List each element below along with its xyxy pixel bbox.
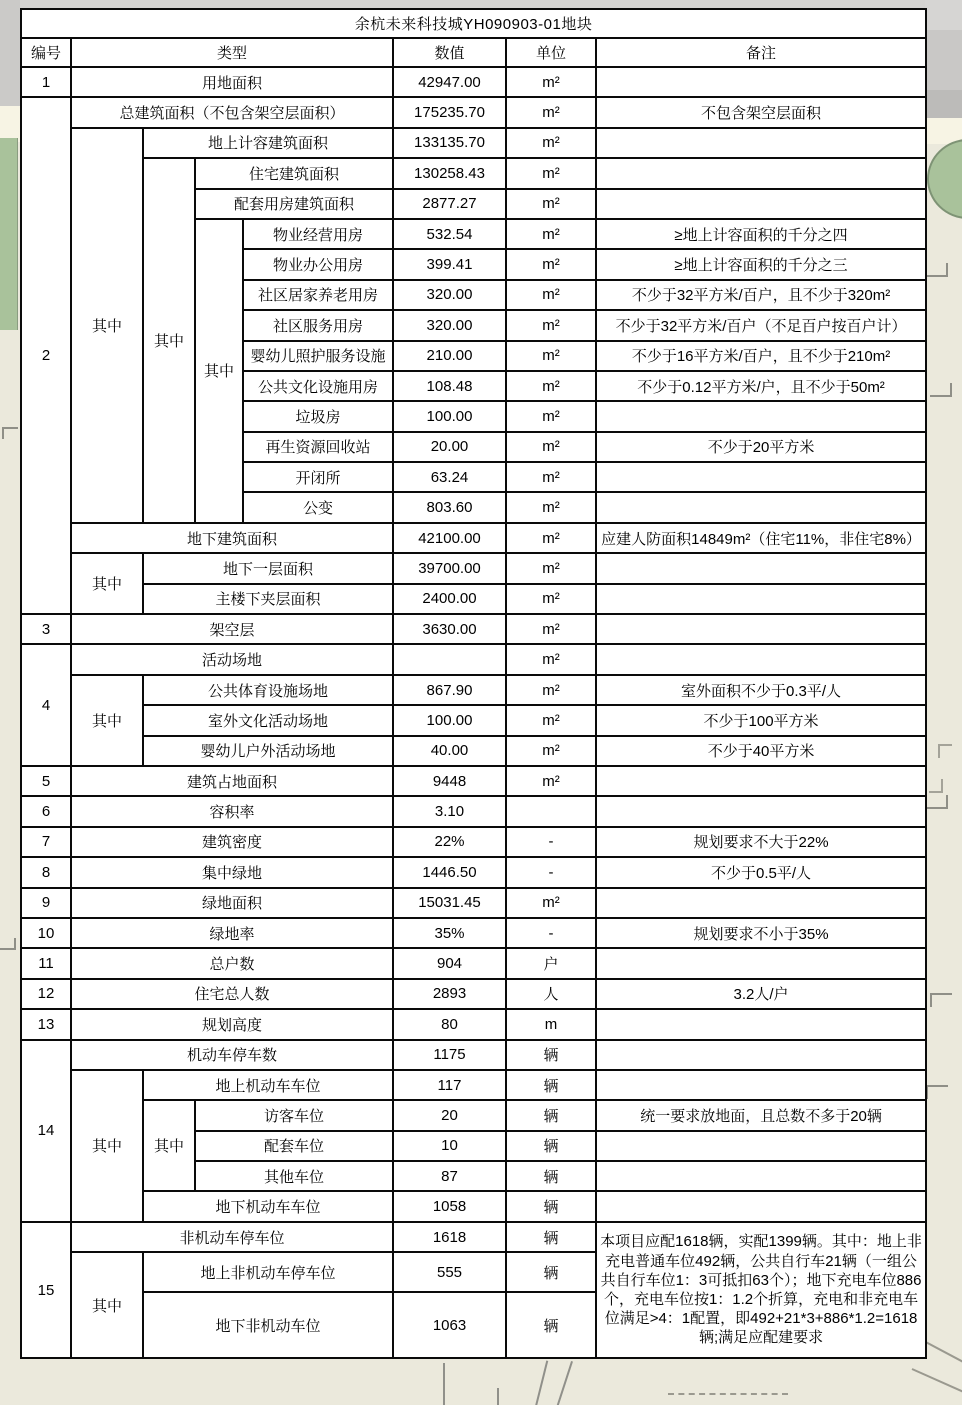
map-step-line — [930, 993, 952, 1007]
map-step-line — [2, 427, 18, 439]
cell-label: 物业办公用房 — [243, 249, 393, 279]
row-land-area — [21, 67, 926, 97]
cell-remark: ≥地上计容面积的千分之四 — [596, 219, 926, 249]
cell-remark: 不少于32平方米/百户（不足百户按百户计） — [596, 310, 926, 340]
cell-label: 公变 — [243, 492, 393, 522]
cell-label: 访客车位 — [195, 1100, 393, 1130]
cell-unit: 辆 — [506, 1161, 596, 1191]
cell-remark — [596, 401, 926, 431]
row-stilt-floor — [21, 614, 926, 644]
row-far — [21, 796, 926, 826]
cell-value: 210.00 — [393, 341, 506, 371]
cell-value: 1063 — [393, 1292, 506, 1358]
cell-label: 住宅总人数 — [71, 979, 393, 1009]
cell-value: 100.00 — [393, 705, 506, 735]
map-step-line — [926, 1085, 948, 1099]
cell-no: 8 — [21, 857, 71, 887]
cell-unit: m² — [506, 371, 596, 401]
cell-unit: m² — [506, 492, 596, 522]
cell-remark — [596, 584, 926, 614]
cell-label: 地下非机动车位 — [143, 1292, 393, 1358]
cell-remark — [596, 1009, 926, 1039]
map-parcel-left — [0, 106, 20, 142]
cell-subgroup: 其中 — [195, 219, 243, 523]
cell-label: 活动场地 — [71, 644, 393, 674]
cell-unit: 辆 — [506, 1131, 596, 1161]
cell-unit: m² — [506, 310, 596, 340]
cell-value: 117 — [393, 1070, 506, 1100]
row-total-residents — [21, 979, 926, 1009]
cell-remark — [596, 796, 926, 826]
cell-remark — [596, 553, 926, 583]
cell-remark: 不少于0.5平/人 — [596, 857, 926, 887]
cell-value: 9448 — [393, 766, 506, 796]
map-line — [912, 1368, 962, 1405]
map-corner-mark — [929, 779, 943, 793]
cell-remark — [596, 1161, 926, 1191]
map-road-gray-right — [925, 30, 962, 90]
cell-value: 1175 — [393, 1040, 506, 1070]
cell-value: 100.00 — [393, 401, 506, 431]
cell-value: 1058 — [393, 1191, 506, 1221]
cell-value: 87 — [393, 1161, 506, 1191]
cell-no: 12 — [21, 979, 71, 1009]
row-mezzanine-area — [21, 584, 926, 614]
cell-value: 42100.00 — [393, 523, 506, 553]
cell-value: 175235.70 — [393, 97, 506, 127]
cell-unit: m² — [506, 523, 596, 553]
cell-subgroup: 其中 — [71, 128, 143, 523]
cell-label: 社区服务用房 — [243, 310, 393, 340]
cell-remark — [596, 1070, 926, 1100]
cell-unit: m² — [506, 128, 596, 158]
map-top-strip — [0, 0, 962, 8]
cell-value: 320.00 — [393, 280, 506, 310]
map-step-line — [930, 383, 952, 397]
cell-label: 社区居家养老用房 — [243, 280, 393, 310]
cell-value: 532.54 — [393, 219, 506, 249]
cell-unit: m² — [506, 766, 596, 796]
cell-unit: m² — [506, 736, 596, 766]
cell-unit: 辆 — [506, 1100, 596, 1130]
cell-remark: 室外面积不少于0.3平/人 — [596, 675, 926, 705]
cell-label: 配套用房建筑面积 — [195, 189, 393, 219]
cell-value: 20.00 — [393, 432, 506, 462]
cell-no: 3 — [21, 614, 71, 644]
cell-label: 规划高度 — [71, 1009, 393, 1039]
cell-value: 3630.00 — [393, 614, 506, 644]
map-road-gray-left — [0, 0, 20, 106]
col-header-type: 类型 — [71, 38, 393, 67]
cell-value: 904 — [393, 948, 506, 978]
cell-remark: 统一要求放地面，且总数不多于20辆 — [596, 1100, 926, 1130]
cell-label: 婴幼儿照护服务设施 — [243, 341, 393, 371]
cell-unit: m² — [506, 97, 596, 127]
cell-unit: m² — [506, 705, 596, 735]
cell-unit: 户 — [506, 948, 596, 978]
cell-no: 7 — [21, 827, 71, 857]
cell-label: 建筑占地面积 — [71, 766, 393, 796]
cell-remark — [596, 1040, 926, 1070]
cell-label: 配套车位 — [195, 1131, 393, 1161]
col-header-remark: 备注 — [596, 38, 926, 67]
cell-no: 4 — [21, 644, 71, 766]
row-motor-parking-total — [21, 1040, 926, 1070]
cell-no: 1 — [21, 67, 71, 97]
cell-label: 再生资源回收站 — [243, 432, 393, 462]
cell-unit: m² — [506, 584, 596, 614]
cell-value: 108.48 — [393, 371, 506, 401]
map-dashed-line — [668, 1393, 788, 1395]
row-total-gfa — [21, 97, 926, 127]
cell-label: 集中绿地 — [71, 857, 393, 887]
cell-remark: 不少于20平方米 — [596, 432, 926, 462]
cell-unit: m² — [506, 644, 596, 674]
cell-unit: 人 — [506, 979, 596, 1009]
cell-unit: m² — [506, 614, 596, 644]
cell-remark — [596, 644, 926, 674]
cell-unit: m² — [506, 888, 596, 918]
map-step-line — [926, 263, 948, 277]
map-line — [443, 1363, 445, 1405]
cell-remark: 规划要求不大于22% — [596, 827, 926, 857]
cell-value: 803.60 — [393, 492, 506, 522]
cell-value: 399.41 — [393, 249, 506, 279]
cell-no: 5 — [21, 766, 71, 796]
table-title-row — [21, 9, 926, 38]
cell-value: 35% — [393, 918, 506, 948]
cell-value: 80 — [393, 1009, 506, 1039]
cell-label: 地下机动车车位 — [143, 1191, 393, 1221]
row-total-households — [21, 948, 926, 978]
cell-remark: 不少于0.12平方米/户，且不少于50m² — [596, 371, 926, 401]
cell-remark — [596, 1191, 926, 1221]
row-planned-height — [21, 1009, 926, 1039]
cell-value: 1446.50 — [393, 857, 506, 887]
row-nonmotor-total — [21, 1222, 926, 1252]
cell-value: 320.00 — [393, 310, 506, 340]
row-basement1-area — [21, 553, 926, 583]
row-building-density — [21, 827, 926, 857]
cell-unit: m² — [506, 249, 596, 279]
row-activity-ground — [21, 644, 926, 674]
map-step-line — [926, 795, 948, 809]
cell-label: 绿地率 — [71, 918, 393, 948]
map-road-gray-right — [925, 0, 962, 30]
indicator-table — [20, 8, 927, 1359]
cell-value: 133135.70 — [393, 128, 506, 158]
cell-label: 地下建筑面积 — [71, 523, 393, 553]
row-outdoor-culture-ground — [21, 705, 926, 735]
cell-label: 物业经营用房 — [243, 219, 393, 249]
cell-remark — [596, 614, 926, 644]
row-motor-underground — [21, 1191, 926, 1221]
cell-label: 容积率 — [71, 796, 393, 826]
cell-remark: 不少于40平方米 — [596, 736, 926, 766]
cell-value: 42947.00 — [393, 67, 506, 97]
cell-value: 2400.00 — [393, 584, 506, 614]
col-header-value: 数值 — [393, 38, 506, 67]
cell-unit: m² — [506, 158, 596, 188]
map-line — [555, 1361, 573, 1405]
cell-value: 130258.43 — [393, 158, 506, 188]
tree-icon — [927, 139, 962, 219]
cell-label: 架空层 — [71, 614, 393, 644]
table-title: 余杭未来科技城YH090903-01地块 — [21, 9, 926, 38]
cell-label: 公共文化设施用房 — [243, 371, 393, 401]
row-above-ground-fa — [21, 128, 926, 158]
row-footprint — [21, 766, 926, 796]
cell-remark: 不少于32平方米/百户，且不少于320m² — [596, 280, 926, 310]
cell-no: 2 — [21, 97, 71, 614]
cell-label: 机动车停车数 — [71, 1040, 393, 1070]
cell-unit: 辆 — [506, 1191, 596, 1221]
map-step-line — [0, 938, 16, 950]
cell-unit: m² — [506, 432, 596, 462]
row-green-ratio — [21, 918, 926, 948]
cell-label: 地上机动车车位 — [143, 1070, 393, 1100]
cell-remark: 应建人防面积14849m²（住宅11%，非住宅8%） — [596, 523, 926, 553]
cell-unit: 辆 — [506, 1222, 596, 1252]
cell-unit: m² — [506, 219, 596, 249]
cell-value: 555 — [393, 1252, 506, 1292]
cell-remark — [596, 189, 926, 219]
cell-label: 用地面积 — [71, 67, 393, 97]
cell-unit: m² — [506, 280, 596, 310]
cell-remark: 规划要求不小于35% — [596, 918, 926, 948]
cell-value: 40.00 — [393, 736, 506, 766]
cell-value: 3.10 — [393, 796, 506, 826]
cell-unit: - — [506, 827, 596, 857]
cell-remark: 不少于16平方米/百户，且不少于210m² — [596, 341, 926, 371]
cell-unit: - — [506, 918, 596, 948]
cell-remark: ≥地上计容面积的千分之三 — [596, 249, 926, 279]
cell-value — [393, 644, 506, 674]
row-green-area — [21, 888, 926, 918]
cell-label: 开闭所 — [243, 462, 393, 492]
cell-unit: 辆 — [506, 1292, 596, 1358]
cell-remark — [596, 1131, 926, 1161]
cell-label: 垃圾房 — [243, 401, 393, 431]
cell-unit: - — [506, 857, 596, 887]
cell-value: 20 — [393, 1100, 506, 1130]
tree-icon — [0, 138, 18, 330]
cell-unit: m — [506, 1009, 596, 1039]
cell-no: 13 — [21, 1009, 71, 1039]
cell-no: 14 — [21, 1040, 71, 1222]
cell-unit: 辆 — [506, 1070, 596, 1100]
cell-value: 1618 — [393, 1222, 506, 1252]
cell-unit: m² — [506, 67, 596, 97]
cell-label: 主楼下夹层面积 — [143, 584, 393, 614]
cell-unit: m² — [506, 462, 596, 492]
cell-label: 住宅建筑面积 — [195, 158, 393, 188]
cell-no: 9 — [21, 888, 71, 918]
cell-remark — [596, 462, 926, 492]
cell-no: 15 — [21, 1222, 71, 1358]
cell-unit: m² — [506, 341, 596, 371]
cell-remark: 不少于100平方米 — [596, 705, 926, 735]
cell-remark — [596, 948, 926, 978]
cell-label: 其他车位 — [195, 1161, 393, 1191]
cell-label: 地上计容建筑面积 — [143, 128, 393, 158]
cell-subgroup: 其中 — [71, 675, 143, 766]
map-line — [497, 1388, 499, 1405]
cell-no: 10 — [21, 918, 71, 948]
cell-unit — [506, 796, 596, 826]
cell-label: 公共体育设施场地 — [143, 675, 393, 705]
map-corner-mark — [938, 744, 952, 758]
cell-remark — [596, 888, 926, 918]
cell-label: 地下一层面积 — [143, 553, 393, 583]
cell-subgroup: 其中 — [143, 158, 195, 523]
cell-subgroup: 其中 — [71, 1070, 143, 1222]
cell-remark — [596, 128, 926, 158]
cell-value: 2893 — [393, 979, 506, 1009]
cell-value: 10 — [393, 1131, 506, 1161]
cell-unit: m² — [506, 675, 596, 705]
cell-label: 总户数 — [71, 948, 393, 978]
cell-unit: m² — [506, 401, 596, 431]
cell-value: 867.90 — [393, 675, 506, 705]
cell-label: 地上非机动车停车位 — [143, 1252, 393, 1292]
cell-remark — [596, 766, 926, 796]
cell-subgroup: 其中 — [71, 1252, 143, 1358]
table-header-row — [21, 38, 926, 67]
cell-unit: m² — [506, 189, 596, 219]
cell-remark: 本项目应配1618辆，实配1399辆。其中：地上非充电普通车位492辆，公共自行车21辆（一组公共自行车位1：3可抵扣63个）；地下充电车位886个，充电车位按1：1.2个折算，充电和非充电车位满足>4：1配置，即492+21*3+886*1.2=1618辆;满足应配建要求 — [596, 1222, 926, 1358]
cell-label: 总建筑面积（不包含架空层面积） — [71, 97, 393, 127]
cell-no: 6 — [21, 796, 71, 826]
cell-subgroup: 其中 — [71, 553, 143, 614]
cell-unit: 辆 — [506, 1252, 596, 1292]
row-residential-fa — [21, 158, 926, 188]
cell-remark — [596, 158, 926, 188]
cell-value: 2877.27 — [393, 189, 506, 219]
row-central-green — [21, 857, 926, 887]
cell-value: 39700.00 — [393, 553, 506, 583]
cell-unit: 辆 — [506, 1040, 596, 1070]
col-header-no: 编号 — [21, 38, 71, 67]
cell-label: 婴幼儿户外活动场地 — [143, 736, 393, 766]
cell-value: 63.24 — [393, 462, 506, 492]
cell-unit: m² — [506, 553, 596, 583]
row-motor-ground — [21, 1070, 926, 1100]
cell-remark: 3.2人/户 — [596, 979, 926, 1009]
row-underground-fa — [21, 523, 926, 553]
cell-label: 绿地面积 — [71, 888, 393, 918]
row-sports-ground — [21, 675, 926, 705]
row-infant-outdoor-ground — [21, 736, 926, 766]
cell-value: 22% — [393, 827, 506, 857]
map-road-gray-right — [925, 90, 962, 120]
cell-no: 11 — [21, 948, 71, 978]
cell-remark: 不包含架空层面积 — [596, 97, 926, 127]
row-visitor-parking — [21, 1100, 926, 1130]
cell-remark — [596, 492, 926, 522]
cell-label: 非机动车停车位 — [71, 1222, 393, 1252]
cell-label: 建筑密度 — [71, 827, 393, 857]
cell-subgroup: 其中 — [143, 1100, 195, 1191]
map-line — [534, 1361, 549, 1405]
cell-remark — [596, 67, 926, 97]
cell-label: 室外文化活动场地 — [143, 705, 393, 735]
cell-value: 15031.45 — [393, 888, 506, 918]
col-header-unit: 单位 — [506, 38, 596, 67]
